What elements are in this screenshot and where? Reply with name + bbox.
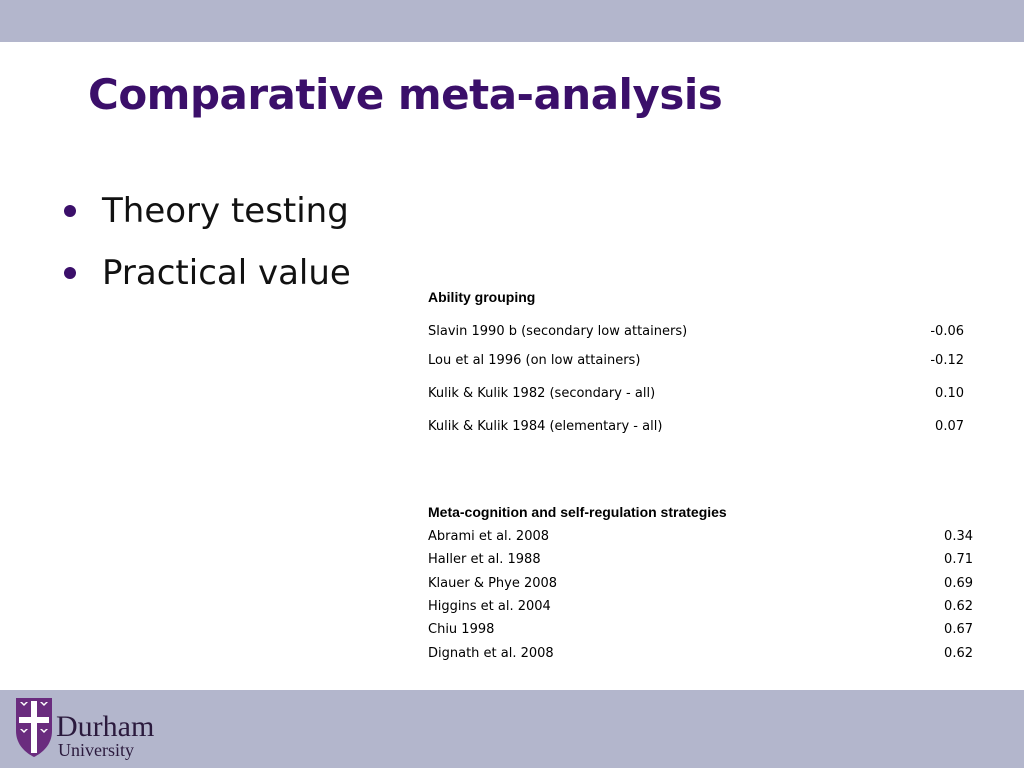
bullet-text: Practical value [102,253,351,293]
logo-wordmark-university: University [58,740,134,760]
table-row-value: -0.12 [930,353,964,368]
table-row-study: Chiu 1998 [428,622,495,637]
table-row-value: 0.62 [944,599,973,614]
metacognition-heading: Meta-cognition and self-regulation strategies [428,504,727,520]
slide-title: Comparative meta-analysis [88,70,723,119]
table-row-study: Abrami et al. 2008 [428,529,550,544]
table-row-value: 0.71 [944,552,973,567]
table-row-value: 0.67 [944,622,973,637]
table-row-study: Slavin 1990 b (secondary low attainers) [428,324,688,339]
bullet-dot-icon [64,205,76,217]
bullet-item [62,180,351,242]
top-band [0,0,1024,42]
bullet-dot-icon [64,267,76,279]
bullet-text: Theory testing [102,191,349,231]
table-row-study: Kulik & Kulik 1982 (secondary - all) [428,386,656,401]
table-row-value: 0.07 [935,419,964,434]
table-row-study: Haller et al. 1988 [428,552,541,567]
bullet-list [62,180,351,304]
table-row-study: Klauer & Phye 2008 [428,576,558,591]
table-row-study: Dignath et al. 2008 [428,646,554,661]
logo-wordmark-durham: Durham [56,710,155,743]
table-row-study: Higgins et al. 2004 [428,599,551,614]
table-row-value: 0.62 [944,646,973,661]
table-row-study: Kulik & Kulik 1984 (elementary - all) [428,419,663,434]
table-row-value: 0.10 [935,386,964,401]
table-row-value: 0.34 [944,529,973,544]
bullet-item [62,242,351,304]
ability-grouping-heading: Ability grouping [428,289,536,305]
table-row-value: 0.69 [944,576,973,591]
table-row-value: -0.06 [930,324,964,339]
crest-shield-icon [16,698,52,757]
table-row-study: Lou et al 1996 (on low attainers) [428,353,641,368]
